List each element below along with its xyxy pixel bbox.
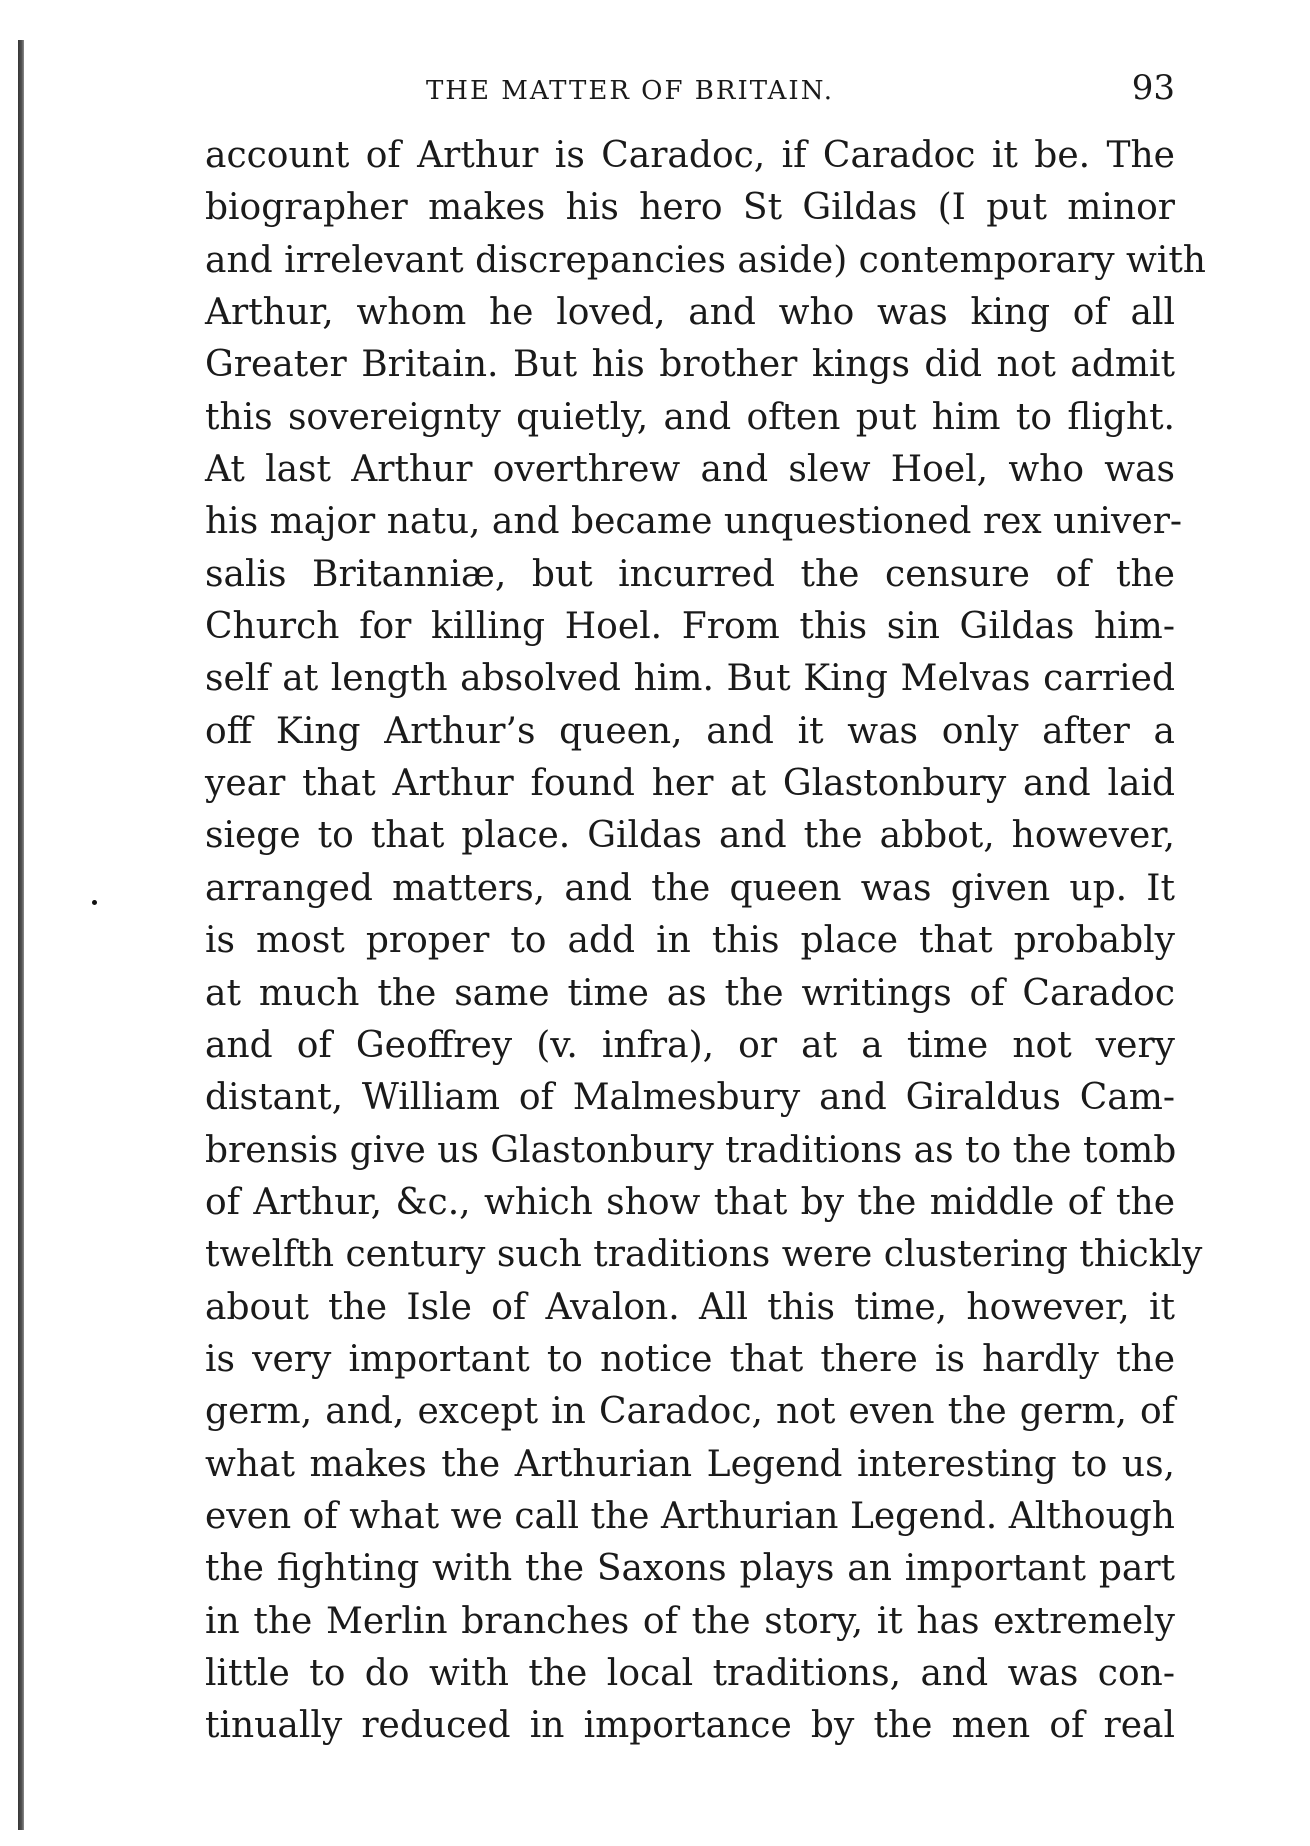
text-line: Church for killing Hoel. From this sin Gildas him- xyxy=(205,606,1175,648)
text-line: year that Arthur found her at Glastonbury and laid xyxy=(205,763,1175,805)
text-line: little to do with the local traditions, and was con- xyxy=(205,1652,1175,1694)
text-line: tinually reduced in importance by the men of real xyxy=(205,1705,1175,1747)
text-line: about the Isle of Avalon. All this time, however, it xyxy=(205,1286,1175,1328)
text-line: At last Arthur overthrew and slew Hoel, who was xyxy=(205,449,1175,491)
text-line: even of what we call the Arthurian Legend. Although xyxy=(205,1495,1175,1537)
text-line: what makes the Arthurian Legend interesting to us, xyxy=(205,1443,1175,1485)
text-line: self at length absolved him. But King Melvas carried xyxy=(205,658,1175,700)
text-line: siege to that place. Gildas and the abbot, however, xyxy=(205,815,1175,857)
text-line: Arthur, whom he loved, and who was king of all xyxy=(205,292,1175,334)
text-line: twelfth century such traditions were clustering thickly xyxy=(205,1234,1203,1276)
text-line: in the Merlin branches of the story, it has extremely xyxy=(205,1600,1175,1642)
text-line: arranged matters, and the queen was given up. It xyxy=(205,867,1175,909)
text-line: the fighting with the Saxons plays an important part xyxy=(205,1548,1175,1590)
page-gutter-edge xyxy=(18,40,24,1830)
text-line: his major natu, and became unquestioned rex univer- xyxy=(205,501,1183,543)
text-line: at much the same time as the writings of Caradoc xyxy=(205,972,1175,1014)
text-line: biographer makes his hero St Gildas (I put minor xyxy=(205,187,1175,229)
body-text xyxy=(205,130,1206,1753)
page-header xyxy=(205,68,1175,112)
text-line: and irrelevant discrepancies aside) contemporary with xyxy=(205,239,1206,281)
text-line: of Arthur, &c., which show that by the middle of the xyxy=(205,1181,1175,1223)
page-number: 93 xyxy=(1131,68,1175,108)
text-line: this sovereignty quietly, and often put him to flight. xyxy=(205,396,1175,438)
text-line: and of Geoffrey (v. infra), or at a time not very xyxy=(205,1024,1175,1066)
text-line: account of Arthur is Caradoc, if Caradoc it be. The xyxy=(205,135,1175,176)
text-line: Greater Britain. But his brother kings did not admit xyxy=(205,344,1175,386)
running-title: THE MATTER OF BRITAIN. xyxy=(425,76,835,106)
text-line: is most proper to add in this place that probably xyxy=(205,920,1175,962)
text-line: salis Britanniæ, but incurred the censure of the xyxy=(205,553,1175,595)
text-line: is very important to notice that there is hardly the xyxy=(205,1338,1175,1380)
text-line: brensis give us Glastonbury traditions as to the tomb xyxy=(205,1129,1177,1171)
text-line: distant, William of Malmesbury and Giraldus Cam- xyxy=(205,1077,1175,1119)
page-speck xyxy=(92,900,97,905)
text-line: off King Arthur’s queen, and it was only after a xyxy=(205,710,1175,752)
text-line: germ, and, except in Caradoc, not even the germ, of xyxy=(205,1391,1175,1433)
